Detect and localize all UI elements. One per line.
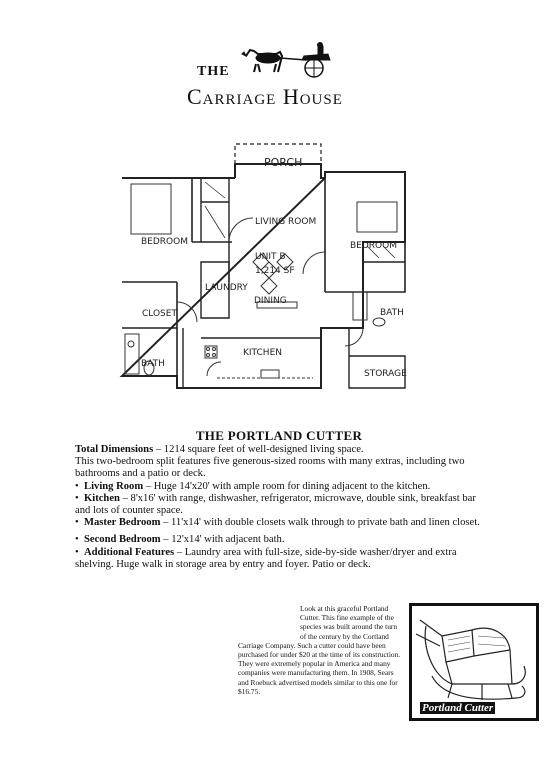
feature-label: Living Room	[84, 480, 144, 492]
brand-name: Carriage House	[187, 84, 343, 109]
description	[75, 444, 485, 571]
feature-item: • Additional Features – Laundry area with full-size, side-by-side washer/dryer and extra shelving. Huge walk in storage area by entry and foyer. Patio or deck.	[75, 546, 457, 570]
caption-line: species was built around the turn	[300, 622, 398, 632]
total-line	[75, 444, 485, 456]
right-bedroom-label: BEDROOM	[350, 241, 397, 251]
feature-text: – Huge 14'x20' with ample room for dining adjacent to the kitchen.	[143, 480, 431, 492]
sleigh-caption	[238, 604, 406, 696]
feature-item: • Master Bedroom – 11'x14' with double closets walk through to private bath and linen closet.	[75, 517, 480, 529]
left-bedroom-label: BEDROOM	[141, 237, 188, 247]
kitchen-label: KITCHEN	[243, 348, 282, 358]
closet-label: CLOSET	[142, 309, 177, 319]
sleigh-label: Portland Cutter	[422, 702, 494, 714]
feature-text: – 8'x16' with range, dishwasher, refrigerator, microwave, double sink, breakfast bar and lots of counter space.	[75, 492, 476, 517]
feature-text: – Laundry area with full-size, side-by-side washer/dryer and extra shelving. Huge walk in storage area by entry and foyer. Patio or deck.	[75, 546, 457, 570]
feature-text: – 12'x14' with adjacent bath.	[160, 534, 285, 546]
horse-carriage-logo	[240, 42, 340, 78]
feature-item: • Kitchen – 8'x16' with range, dishwasher, refrigerator, microwave, double sink, breakfast bar and lots of counter space.	[75, 492, 476, 517]
caption-rest: Carriage Company. Such a cutter could have been purchased for under $20 at the time of its construction. They were extremely popular in America and many companies were manufacturing them. In 1908, Sears and Roebuck advertised models similar to this one for $16.75.	[238, 640, 401, 696]
caption-line: of the century by the Cortland	[300, 631, 389, 641]
laundry-label: LAUNDRY	[205, 283, 248, 293]
intro-text: This two-bedroom split features five generous-sized rooms with many extras, including two bathrooms and a patio or deck.	[75, 456, 465, 480]
living-room-label: LIVING ROOM	[255, 217, 317, 227]
area-label: 1,214 SF	[255, 266, 295, 276]
feature-item: • Second Bedroom – 12'x14' with adjacent bath.	[75, 534, 285, 546]
porch-label: PORCH	[264, 156, 303, 169]
feature-text: – 11'x14' with double closets walk through to private bath and linen closet.	[160, 517, 480, 529]
total-text: – 1214 square feet of well-designed living space.	[153, 444, 364, 455]
unit-label: UNIT B	[255, 252, 286, 262]
dining-label: DINING	[254, 296, 287, 306]
right-bath-label: BATH	[380, 308, 404, 318]
brand-the: THE	[197, 64, 230, 79]
total-label: Total Dimensions	[75, 444, 154, 455]
page-title: THE PORTLAND CUTTER	[195, 428, 363, 443]
feature-label: Additional Features	[84, 546, 175, 558]
left-bath-label: BATH	[141, 359, 165, 369]
caption-line: Look at this graceful Portland	[300, 604, 389, 613]
feature-label: Kitchen	[84, 492, 120, 504]
feature-label: Second Bedroom	[84, 534, 161, 546]
storage-label: STORAGE	[364, 369, 407, 379]
caption-line: Cutter. This fine example of the	[300, 613, 394, 623]
feature-item: • Living Room – Huge 14'x20' with ample room for dining adjacent to the kitchen.	[75, 480, 431, 492]
feature-label: Master Bedroom	[84, 517, 161, 529]
